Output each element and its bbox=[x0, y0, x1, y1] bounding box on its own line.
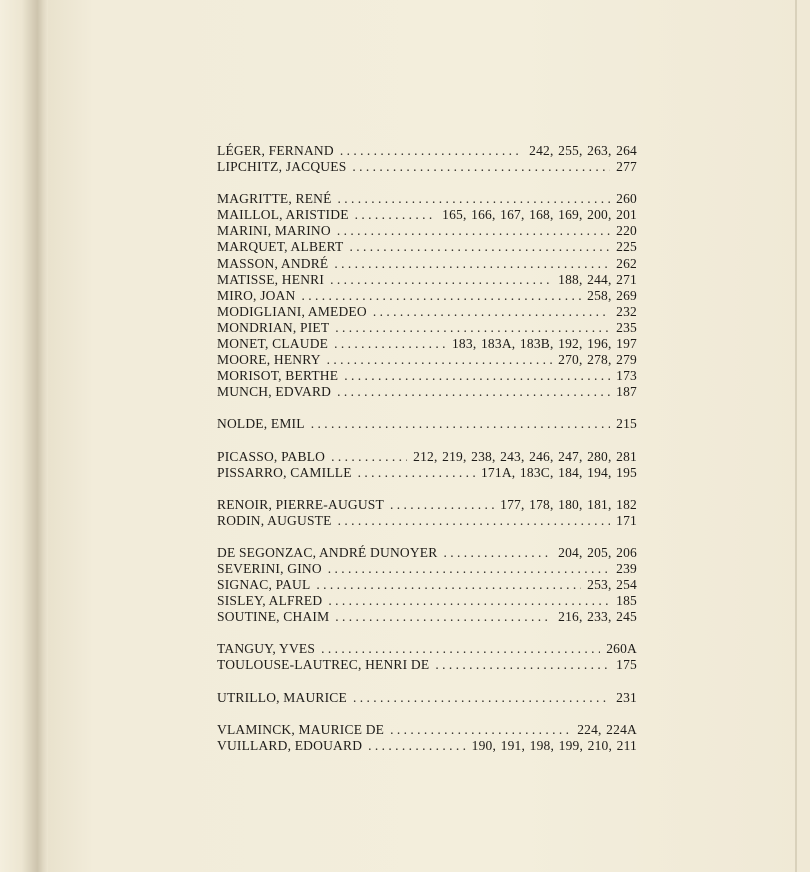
dot-leader bbox=[338, 513, 611, 529]
page-numbers: 171 bbox=[616, 512, 637, 528]
index-entry bbox=[217, 449, 637, 465]
dot-leader bbox=[340, 143, 523, 159]
index-entry bbox=[217, 207, 637, 223]
artist-name: PICASSO, PABLO bbox=[217, 448, 326, 464]
artist-name: VLAMINCK, MAURICE DE bbox=[217, 721, 385, 737]
dot-leader bbox=[349, 239, 610, 255]
artist-name: MARQUET, ALBERT bbox=[217, 239, 344, 255]
page-numbers: 177, 178, 180, 181, 182 bbox=[500, 496, 637, 512]
page-numbers: 258, 269 bbox=[587, 287, 637, 303]
index-entry bbox=[217, 320, 637, 336]
page-numbers: 242, 255, 263, 264 bbox=[529, 143, 637, 158]
artist-name: DE SEGONZAC, ANDRÉ DUNOYER bbox=[217, 544, 438, 560]
index-entry bbox=[217, 288, 637, 304]
artist-name: RODIN, AUGUSTE bbox=[217, 512, 332, 528]
index-entry bbox=[217, 738, 637, 754]
page-numbers: 216, 233, 245 bbox=[558, 609, 637, 625]
dot-leader bbox=[334, 256, 610, 272]
artist-name: MAILLOL, ARISTIDE bbox=[217, 207, 349, 223]
artist-name: LIPCHITZ, JACQUES bbox=[217, 159, 347, 175]
page-numbers: 220 bbox=[616, 223, 637, 239]
dot-leader bbox=[390, 722, 571, 738]
artist-index bbox=[217, 143, 637, 770]
page-numbers: 165, 166, 167, 168, 169, 200, 201 bbox=[442, 207, 637, 223]
page-numbers: 270, 278, 279 bbox=[558, 352, 637, 368]
artist-name: NOLDE, EMIL bbox=[217, 416, 305, 432]
index-group bbox=[217, 191, 637, 400]
page-numbers: 262 bbox=[616, 255, 637, 271]
artist-name: TOULOUSE-LAUTREC, HENRI DE bbox=[217, 657, 430, 673]
page-numbers: 212, 219, 238, 243, 246, 247, 280, 281 bbox=[413, 448, 637, 464]
dot-leader bbox=[435, 657, 610, 673]
index-entry bbox=[217, 545, 637, 561]
index-entry bbox=[217, 143, 637, 159]
index-entry bbox=[217, 191, 637, 207]
index-entry bbox=[217, 577, 637, 593]
dot-leader bbox=[335, 609, 552, 625]
page-numbers: 239 bbox=[616, 560, 637, 576]
dot-leader bbox=[352, 159, 610, 175]
index-entry bbox=[217, 304, 637, 320]
artist-name: UTRILLO, MAURICE bbox=[217, 689, 347, 705]
page-numbers: 204, 205, 206 bbox=[558, 544, 637, 560]
artist-name: MUNCH, EDVARD bbox=[217, 384, 332, 400]
dot-leader bbox=[344, 368, 610, 384]
artist-name: SEVERINI, GINO bbox=[217, 560, 322, 576]
index-entry bbox=[217, 609, 637, 625]
dot-leader bbox=[321, 641, 600, 657]
page-numbers: 232 bbox=[616, 303, 637, 319]
page-numbers: 277 bbox=[616, 159, 637, 175]
dot-leader bbox=[355, 207, 437, 223]
dot-leader bbox=[316, 577, 581, 593]
page-numbers: 215 bbox=[616, 416, 637, 432]
artist-name: MAGRITTE, RENÉ bbox=[217, 191, 332, 207]
page-numbers: 183, 183A, 183B, 192, 196, 197 bbox=[451, 336, 637, 352]
dot-leader bbox=[368, 738, 466, 754]
page-numbers: 225 bbox=[616, 239, 637, 255]
dot-leader bbox=[311, 416, 610, 432]
dot-leader bbox=[337, 223, 610, 239]
page-numbers: 260A bbox=[606, 641, 637, 657]
dot-leader bbox=[330, 272, 552, 288]
index-entry bbox=[217, 722, 637, 738]
page-numbers: 171A, 183C, 184, 194, 195 bbox=[480, 464, 637, 480]
index-group bbox=[217, 497, 637, 529]
dot-leader bbox=[358, 465, 475, 481]
artist-name: MONDRIAN, PIET bbox=[217, 319, 330, 335]
artist-name: MONET, CLAUDE bbox=[217, 336, 329, 352]
page-numbers: 231 bbox=[616, 689, 637, 705]
page-numbers: 185 bbox=[616, 593, 637, 609]
index-entry bbox=[217, 465, 637, 481]
page-numbers: 175 bbox=[616, 657, 637, 673]
artist-name: SISLEY, ALFRED bbox=[217, 593, 323, 609]
artist-name: SIGNAC, PAUL bbox=[217, 577, 311, 593]
page-numbers: 188, 244, 271 bbox=[558, 271, 637, 287]
dot-leader bbox=[328, 561, 610, 577]
index-entry bbox=[217, 256, 637, 272]
dot-leader bbox=[302, 288, 582, 304]
artist-name: MIRO, JOAN bbox=[217, 287, 296, 303]
artist-name: PISSARRO, CAMILLE bbox=[217, 464, 352, 480]
index-entry bbox=[217, 336, 637, 352]
index-group bbox=[217, 449, 637, 481]
index-entry bbox=[217, 561, 637, 577]
artist-name: MODIGLIANI, AMEDEO bbox=[217, 303, 367, 319]
page-numbers: 224, 224A bbox=[577, 721, 637, 737]
index-entry bbox=[217, 690, 637, 706]
dot-leader bbox=[335, 320, 610, 336]
index-entry bbox=[217, 497, 637, 513]
dot-leader bbox=[353, 690, 610, 706]
index-entry bbox=[217, 641, 637, 657]
index-entry bbox=[217, 384, 637, 400]
dot-leader bbox=[328, 593, 610, 609]
index-entry bbox=[217, 352, 637, 368]
index-group bbox=[217, 143, 637, 175]
artist-name: RENOIR, PIERRE-AUGUST bbox=[217, 496, 384, 512]
index-entry bbox=[217, 223, 637, 239]
dot-leader bbox=[334, 336, 446, 352]
artist-name: MOORE, HENRY bbox=[217, 352, 321, 368]
index-entry bbox=[217, 593, 637, 609]
dot-leader bbox=[337, 384, 610, 400]
artist-name: MASSON, ANDRÉ bbox=[217, 255, 329, 271]
index-entry bbox=[217, 657, 637, 673]
page-numbers: 235 bbox=[616, 319, 637, 335]
page-numbers: 253, 254 bbox=[587, 577, 637, 593]
artist-name: SOUTINE, CHAIM bbox=[217, 609, 330, 625]
index-entry bbox=[217, 368, 637, 384]
dot-leader bbox=[443, 545, 552, 561]
artist-name: MARINI, MARINO bbox=[217, 223, 331, 239]
artist-name: MATISSE, HENRI bbox=[217, 271, 325, 287]
page-numbers: 190, 191, 198, 199, 210, 211 bbox=[471, 737, 637, 753]
index-group bbox=[217, 416, 637, 432]
artist-name: MORISOT, BERTHE bbox=[217, 368, 339, 384]
dot-leader bbox=[327, 352, 552, 368]
page-numbers: 187 bbox=[616, 384, 637, 400]
dot-leader bbox=[338, 191, 611, 207]
index-group bbox=[217, 722, 637, 754]
index-entry bbox=[217, 272, 637, 288]
artist-name: LÉGER, FERNAND bbox=[217, 143, 334, 158]
index-entry bbox=[217, 513, 637, 529]
index-entry bbox=[217, 416, 637, 432]
index-group bbox=[217, 641, 637, 673]
page-numbers: 173 bbox=[616, 368, 637, 384]
index-group bbox=[217, 545, 637, 625]
index-entry bbox=[217, 239, 637, 255]
artist-name: TANGUY, YVES bbox=[217, 641, 316, 657]
artist-name: VUILLARD, EDOUARD bbox=[217, 737, 363, 753]
dot-leader bbox=[373, 304, 610, 320]
page-edge bbox=[795, 0, 797, 872]
index-entry bbox=[217, 159, 637, 175]
page-numbers: 260 bbox=[616, 191, 637, 207]
dot-leader bbox=[331, 449, 407, 465]
index-group bbox=[217, 690, 637, 706]
dot-leader bbox=[390, 497, 494, 513]
book-gutter bbox=[0, 0, 48, 872]
